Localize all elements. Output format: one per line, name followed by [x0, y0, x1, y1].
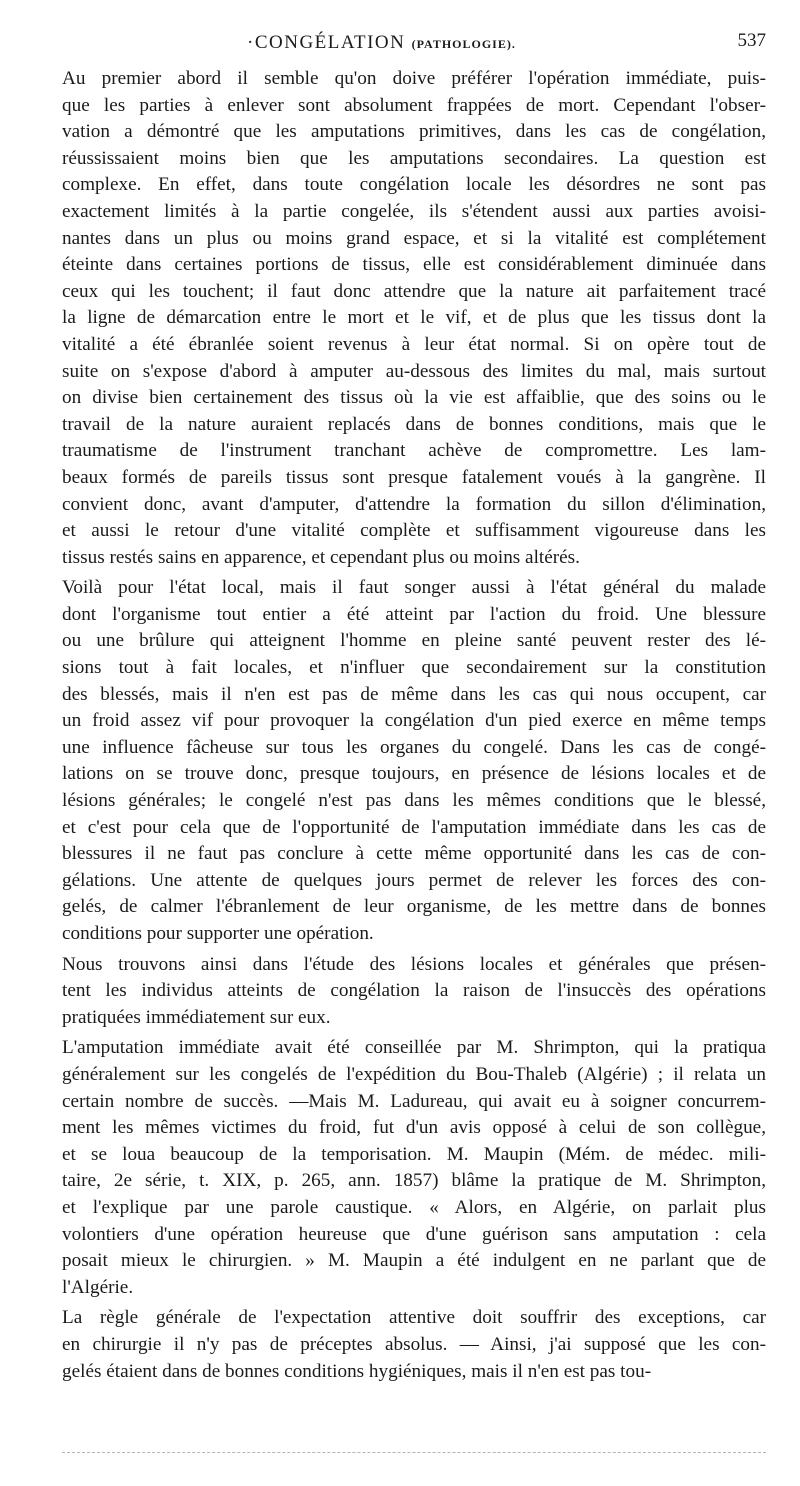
- text-line: éteinte dans certaines portions de tissus, elle est considérablement diminuée dans: [62, 254, 766, 276]
- text-line: tissus restés sains en apparence, et cependant plus ou moins altérés.: [62, 546, 580, 568]
- text-line: blessures il ne faut pas conclure à cette même opportunité dans les cas de con-: [62, 843, 766, 865]
- text-line: dont l'organisme tout entier a été atteint par l'action du froid. Une blessure: [62, 603, 766, 625]
- text-line: Voilà pour l'état local, mais il faut songer aussi à l'état général du malade: [62, 577, 766, 599]
- text-line: complexe. En effet, dans toute congélation locale les désordres ne sont pas: [62, 174, 766, 196]
- text-line: lésions générales; le congelé n'est pas dans les mêmes conditions que le blessé,: [62, 790, 766, 812]
- text-line: et c'est pour cela que de l'opportunité de l'amputation immédiate dans les cas de: [62, 816, 766, 838]
- text-line: ou une brûlure qui atteignent l'homme en pleine santé peuvent rester des lé-: [62, 630, 766, 652]
- text-line: généralement sur les congelés de l'expédition du Bou-Thaleb (Algérie) ; il relata un: [62, 1063, 766, 1085]
- text-line: gélations. Une attente de quelques jours permet de relever les forces des con-: [62, 869, 766, 891]
- text-line: et se loua beaucoup de la temporisation. M. Maupin (Mém. de médec. mili-: [62, 1143, 766, 1165]
- text-line: la ligne de démarcation entre le mort et le vif, et de plus que les tissus dont la: [62, 307, 766, 329]
- text-line: tent les individus atteints de congélation la raison de l'insuccès des opérations: [62, 980, 766, 1002]
- text-line: posait mieux le chirurgien. » M. Maupin a été indulgent en ne parlant que de: [62, 1250, 766, 1272]
- footer-rule: [62, 1452, 766, 1453]
- text-line: l'Algérie.: [62, 1276, 134, 1298]
- text-line: Nous trouvons ainsi dans l'étude des lésions locales et générales que présen-: [62, 953, 766, 975]
- paragraph: [62, 1305, 766, 1385]
- text-line: en chirurgie il n'y pas de préceptes absolus. — Ainsi, j'ai supposé que les con-: [62, 1333, 766, 1355]
- text-line: Au premier abord il semble qu'on doive préférer l'opération immédiate, puis-: [62, 68, 766, 89]
- text-line: réussissaient moins bien que les amputations secondaires. La question est: [62, 147, 766, 169]
- text-line: une influence fâcheuse sur tous les organes du congelé. Dans les cas de congé-: [62, 736, 766, 758]
- text-line: vation a démontré que les amputations primitives, dans les cas de congélation,: [62, 121, 766, 143]
- text-line: vitalité a été ébranlée soient revenus à leur état normal. Si on opère tout de: [62, 333, 766, 355]
- text-line: certain nombre de succès. —Mais M. Ladureau, qui avait eu à soigner concurrem-: [62, 1090, 766, 1112]
- text-line: gelés, de calmer l'ébranlement de leur organisme, de les mettre dans de bonnes: [62, 896, 766, 918]
- text-line: des blessés, mais il n'en est pas de même dans les cas qui nous occupent, car: [62, 683, 766, 705]
- text-line: traumatisme de l'instrument tranchant achève de compromettre. Les lam-: [62, 440, 766, 462]
- text-line: et aussi le retour d'une vitalité complète et suffisamment vigoureuse dans les: [62, 520, 766, 542]
- text-line: volontiers d'une opération heureuse que d'une guérison sans amputation : cela: [62, 1223, 766, 1245]
- text-line: beaux formés de pareils tissus sont presque fatalement voués à la gangrène. Il: [62, 466, 766, 488]
- text-line: pratiquées immédiatement sur eux.: [62, 1006, 331, 1028]
- running-head-main: ·CONGÉLATION: [247, 32, 406, 53]
- text-line: et l'explique par une parole caustique. « Alors, en Algérie, on parlait plus: [62, 1196, 766, 1218]
- text-line: travail de la nature auraient replacés dans de bonnes conditions, mais que le: [62, 413, 766, 435]
- text-line: sions tout à fait locales, et n'influer que secondairement sur la constitution: [62, 657, 766, 679]
- text-line: suite on s'expose d'abord à amputer au-dessous des limites du mal, mais surtout: [62, 360, 766, 382]
- text-line: nantes dans un plus ou moins grand espace, et si la vitalité est complétement: [62, 227, 766, 249]
- text-line: convient donc, avant d'amputer, d'attendre la formation du sillon d'élimination,: [62, 493, 766, 515]
- running-head-subtitle: (PATHOLOGIE).: [411, 37, 516, 51]
- paragraph: [62, 1035, 766, 1301]
- paragraph: [62, 66, 766, 571]
- text-line: L'amputation immédiate avait été conseillée par M. Shrimpton, qui la pratiqua: [62, 1037, 766, 1059]
- text-line: on divise bien certainement des tissus où la vie est affaiblie, que des soins ou le: [62, 387, 766, 409]
- text-line: lations on se trouve donc, presque toujours, en présence de lésions locales et de: [62, 763, 766, 785]
- page-number: 537: [737, 30, 766, 51]
- text-line: La règle générale de l'expectation attentive doit souffrir des exceptions, car: [62, 1307, 766, 1329]
- paragraph: [62, 575, 766, 947]
- text-line: taire, 2e série, t. XIX, p. 265, ann. 1857) blâme la pratique de M. Shrimpton,: [62, 1170, 766, 1192]
- text-line: ment les mêmes victimes du froid, fut d'un avis opposé à celui de son collègue,: [62, 1117, 766, 1139]
- running-head: [62, 30, 766, 60]
- body-text: [62, 66, 766, 1385]
- text-line: que les parties à enlever sont absolument frappées de mort. Cependant l'obser-: [62, 94, 766, 116]
- text-line: gelés étaient dans de bonnes conditions hygiéniques, mais il n'en est pas tou-: [62, 1360, 652, 1382]
- text-line: ceux qui les touchent; il faut donc attendre que la nature ait parfaitement tracé: [62, 280, 766, 302]
- running-head-title: [247, 32, 516, 54]
- text-line: un froid assez vif pour provoquer la congélation d'un pied exerce en même temps: [62, 710, 766, 732]
- paragraph: [62, 952, 766, 1032]
- text-line: exactement limités à la partie congelée, ils s'étendent aussi aux parties avoisi-: [62, 200, 766, 222]
- text-line: conditions pour supporter une opération.: [62, 923, 374, 944]
